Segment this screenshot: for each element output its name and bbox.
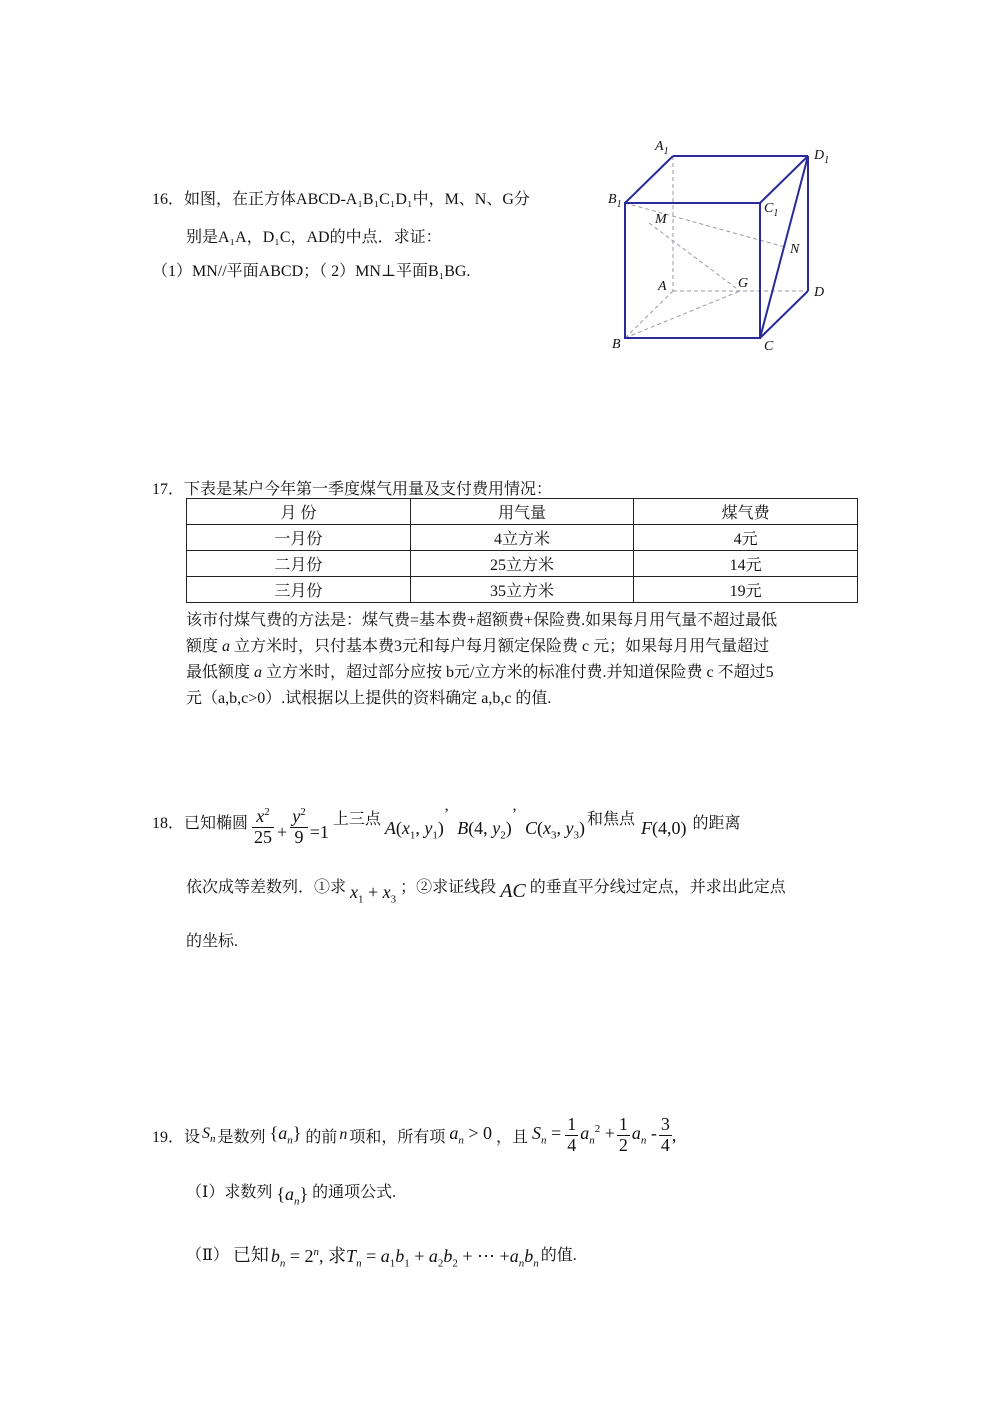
edge-a-b (625, 291, 673, 338)
label-m: M (655, 212, 667, 227)
table-cell: 35立方米 (410, 577, 634, 603)
point-a: $A(x_1$, $y_1$) (384, 818, 444, 842)
p18-number: 18． (152, 815, 185, 832)
gas-usage-table (186, 498, 858, 603)
table-row (187, 577, 858, 603)
p17-para-line4: 元（a,b,c>0）.试根据以上提供的资料确定 a,b,c 的值. (186, 690, 552, 707)
label-d: D (814, 285, 825, 300)
table-row (187, 551, 858, 577)
table-header: 用气量 (410, 499, 634, 525)
table-cell: 4立方米 (410, 525, 634, 551)
p17-number: 17． (152, 481, 185, 498)
p19-part2-label: （Ⅱ） (186, 1247, 229, 1265)
table-cell: 一月份 (187, 525, 411, 551)
table-cell: 二月份 (187, 551, 411, 577)
p19-line1: 19． 设 $S_n$ 是数列 $\{a_n\}$ 的前 n 项和，所有项 $a_n > 0$ ，且 $S_n$ = $\frac{1}{4}$ $a_n^2$ + $\frac{1}{2}$ $a_n$ - $\frac{3}{4}$ , (152, 1113, 677, 1155)
cube-figure (600, 130, 850, 360)
label-c: C (764, 339, 774, 354)
label-g: G (738, 276, 749, 291)
p18-line3: 的坐标. (186, 933, 239, 950)
table-cell: 三月份 (187, 577, 411, 603)
p19-part2: （Ⅱ） 已知 $b_n = 2^n$, 求$T_n = a_1b_1 + a_2b_2$ + ⋯ $+a_nb_n$ 的值. (186, 1238, 577, 1270)
label-b1: $B_1$ (608, 192, 622, 210)
point-c: $C(x_3$, $y_3$) (525, 818, 586, 842)
p16-line1-text: 如图，在正方体ABCD-A₁B₁C₁D₁中，M、N、G分 (184, 191, 530, 208)
p17-intro (152, 476, 552, 499)
p18-line2: 依次成等差数列．①求 $x_1 + x_3$ ；②求证线段 AC 的垂直平分线过定点，并求出此定点 (186, 879, 786, 906)
p17-paragraph (186, 608, 858, 712)
p16-line1 (152, 186, 530, 209)
p16-line2: 别是A₁A，D₁C，AD的中点．求证： (186, 229, 442, 246)
table-cell: 4元 (634, 525, 858, 551)
table-cell: 14元 (634, 551, 858, 577)
ellipse-frac-y: $\frac{y^2}{9}$ (292, 806, 306, 847)
label-n: N (790, 242, 800, 257)
p17-para-line3: 最低额度 a 立方米时，超过部分应按 b元/立方米的标准付费.并知道保险费 c 不超过5 (186, 664, 774, 681)
edge-b1-a1 (625, 156, 673, 203)
point-b: B(4, $y_2$) (457, 818, 512, 842)
diagonal-d1-c (760, 156, 808, 338)
p19-part1-label: （Ⅰ） (186, 1184, 225, 1202)
label-d1: $D_1$ (814, 148, 830, 166)
p17-intro-text: 下表是某户今年第一季度煤气用量及支付费用情况： (184, 481, 553, 498)
p19-number: 19． (152, 1128, 185, 1146)
focus-f: F(4,0) (641, 818, 687, 838)
ellipse-frac-x: $\frac{x^2}{25}$ (254, 806, 273, 847)
p16-line3: （1）MN//平面ABCD；（ 2）MN⊥平面B₁BG. (152, 263, 471, 280)
segment-ac: AC (500, 880, 526, 902)
p18-line1: 18． 已知椭圆 $\frac{x^2}{25}$ + $\frac{y^2}{9}$ =1 上三点 $A(x_1$, $y_1$) ’ B(4, $y_2$) ’ $C(x_3$, $y_3$) 和焦点 F(4,0) 的距离 (152, 806, 741, 847)
sum-x1-x3: $x_1 + x_3$ (350, 882, 397, 906)
p19-part1: （Ⅰ） 求数列 $\{a_n\}$ 的通项公式. (186, 1174, 396, 1208)
table-header: 月 份 (187, 499, 411, 525)
segment-b-g (625, 291, 740, 338)
table-cell: 25立方米 (410, 551, 634, 577)
p17-para-line2: 额度 a 立方米时，只付基本费3元和每户每月额定保险费 c 元；如果每月用气量超过 (186, 638, 770, 655)
label-a: A (658, 279, 667, 294)
label-a1: $A_1$ (655, 139, 669, 157)
table-row (187, 525, 858, 551)
label-c1: $C_1$ (764, 201, 779, 219)
label-b: B (612, 337, 621, 352)
table-header-row (187, 499, 858, 525)
table-cell: 19元 (634, 577, 858, 603)
table-header: 煤气费 (634, 499, 858, 525)
p17-para-line1: 该市付煤气费的方法是：煤气费=基本费+超额费+保险费.如果每月用气量不超过最低 (186, 612, 778, 629)
p16-number: 16． (152, 191, 185, 208)
